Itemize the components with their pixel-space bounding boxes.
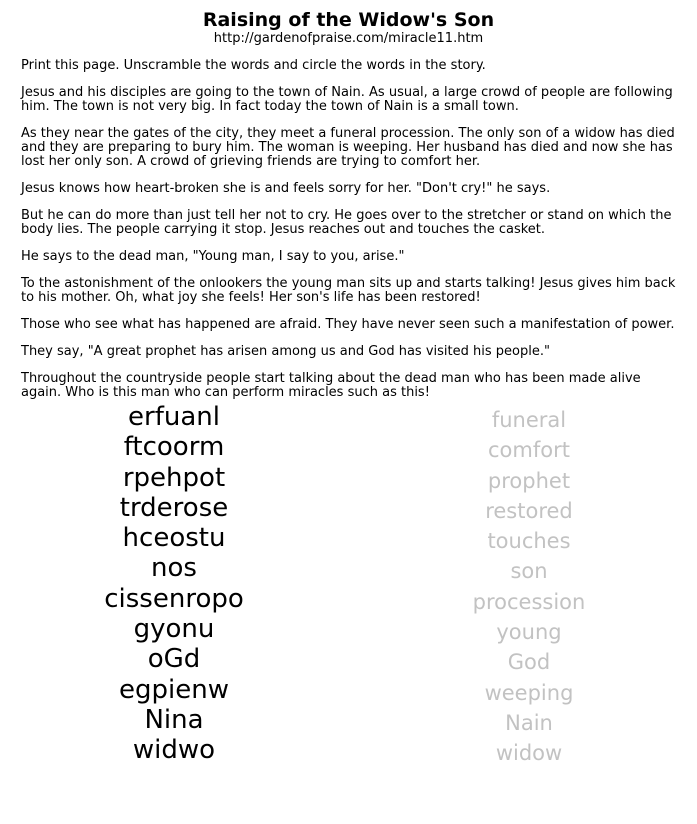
- story-paragraph: He says to the dead man, "Young man, I say to you, arise.": [21, 249, 405, 264]
- source-url: http://gardenofpraise.com/miracle11.htm: [213, 31, 484, 46]
- answer-word: young: [496, 620, 562, 645]
- word-row: [21, 706, 676, 736]
- word-list: [21, 403, 676, 767]
- word-row: [21, 736, 676, 766]
- story-paragraph: Throughout the countryside people start talking about the dead man who has been made alive again. Who is this man who can perform miracles such as this!: [21, 371, 641, 400]
- answer-word: comfort: [488, 438, 570, 463]
- scrambled-word: rpehpot: [122, 462, 226, 493]
- story-paragraph: To the astonishment of the onlookers the young man sits up and starts talking! Jesus gives him back to his mother. Oh, what joy she feels! Her son's life has been restored!: [21, 276, 676, 305]
- word-row: [21, 554, 676, 584]
- story-paragraph: Jesus knows how heart-broken she is and feels sorry for her. "Don't cry!" he says.: [21, 181, 551, 196]
- story-paragraph: Those who see what has happened are afraid. They have never seen such a manifestation of power.: [21, 317, 675, 332]
- word-row: [21, 494, 676, 524]
- answer-word: son: [510, 559, 548, 584]
- scrambled-word: erfuanl: [128, 402, 220, 432]
- answer-word: touches: [487, 529, 571, 554]
- answer-word: widow: [495, 741, 563, 766]
- answer-word: procession: [472, 589, 586, 614]
- scrambled-word: cissenropo: [104, 583, 244, 614]
- word-row: [21, 645, 676, 675]
- word-row: [21, 524, 676, 554]
- answer-word: restored: [485, 498, 573, 523]
- word-row: [21, 464, 676, 494]
- word-row: [21, 403, 676, 433]
- instructions: Print this page. Unscramble the words and circle the words in the story.: [21, 58, 486, 73]
- worksheet-page: [0, 9, 697, 824]
- page-title: Raising of the Widow's Son: [202, 9, 495, 31]
- scrambled-word: egpienw: [119, 674, 229, 705]
- scrambled-word: gyonu: [133, 614, 215, 645]
- story-paragraph: Jesus and his disciples are going to the town of Nain. As usual, a large crowd of people are following him. The town is not very big. In fact today the town of Nain is a small town.: [21, 85, 673, 114]
- scrambled-word: widwo: [132, 735, 216, 766]
- scrambled-word: nos: [151, 553, 197, 584]
- scrambled-word: trderose: [119, 492, 229, 523]
- answer-word: weeping: [484, 680, 574, 705]
- word-row: [21, 676, 676, 706]
- scrambled-word: hceostu: [122, 523, 226, 554]
- story-paragraph: But he can do more than just tell her not to cry. He goes over to the stretcher or stand on which the body lies. The people carrying it stop. Jesus reaches out and touches the casket.: [21, 208, 672, 237]
- story-paragraph: As they near the gates of the city, they meet a funeral procession. The only son of a widow has died and they are preparing to bury him. The woman is weeping. Her husband has died and now she has lost her only son. A crowd of grieving friends are trying to comfort her.: [21, 126, 675, 169]
- answer-word: God: [507, 650, 551, 675]
- story-paragraph: They say, "A great prophet has arisen among us and God has visited his people.": [21, 344, 550, 359]
- answer-word: funeral: [491, 408, 567, 432]
- story: [21, 86, 676, 400]
- scrambled-word: Nina: [144, 704, 204, 735]
- word-row: [21, 615, 676, 645]
- word-row: [21, 585, 676, 615]
- word-row: [21, 433, 676, 463]
- answer-word: prophet: [487, 468, 571, 493]
- answer-word: Nain: [505, 710, 553, 735]
- scrambled-word: ftcoorm: [123, 432, 225, 463]
- scrambled-word: oGd: [147, 644, 201, 675]
